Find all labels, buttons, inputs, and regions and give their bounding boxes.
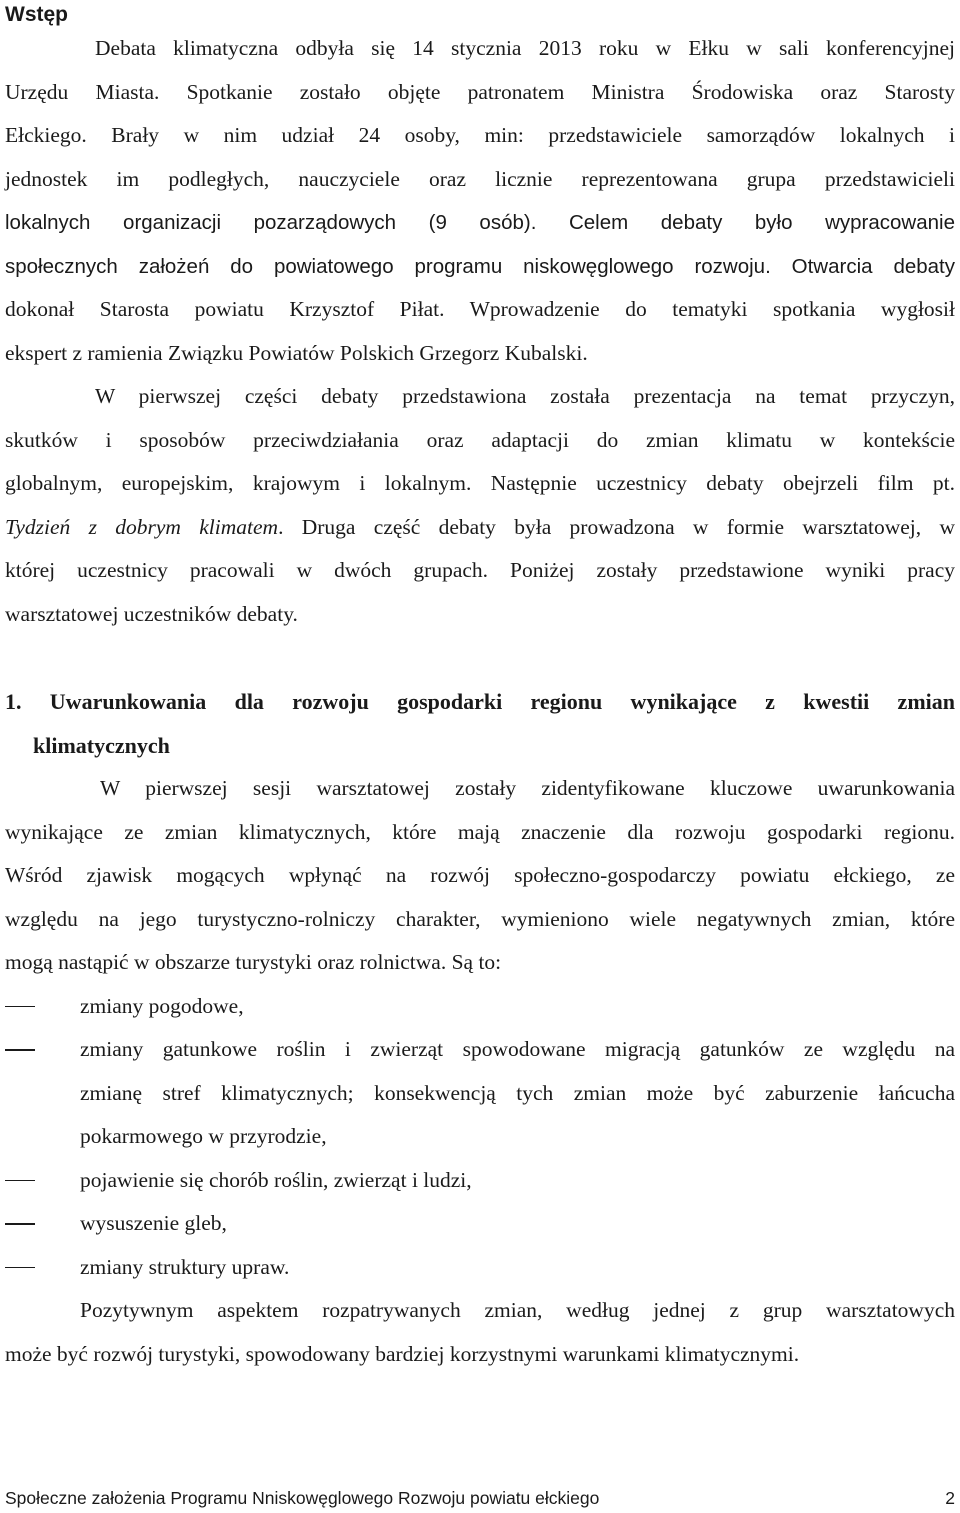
list-item [5, 1028, 955, 1159]
section1-line: mogą nastąpić w obszarze turystyki oraz rolnictwa. Są to: [5, 950, 502, 974]
part1-after-title: . Druga część debaty była prowadzona w formie warsztatowej, w [278, 514, 955, 539]
dash-bullet-icon [5, 1006, 35, 1008]
section1-line: wynikające ze zmian klimatycznych, które mają znaczenie dla rozwoju gospodarki regionu. [5, 819, 955, 844]
part1-line: warsztatowej uczestników debaty. [5, 601, 298, 626]
list-item [5, 985, 955, 1029]
list-item [5, 1202, 955, 1246]
dash-bullet-icon [5, 1267, 35, 1269]
intro-line: ekspert z ramienia Związku Powiatów Polskich Grzegorz Kubalski. [5, 340, 588, 365]
intro-line: jednostek im podległych, nauczyciele oraz licznie reprezentowana grupa przedstawicieli [5, 166, 955, 191]
closing-paragraph [5, 1289, 955, 1376]
dash-bullet-icon [5, 1223, 35, 1225]
footer-title: Społeczne założenia Programu Nniskowęglowego Rozwoju powiatu ełckiego [5, 1488, 600, 1508]
intro-line: lokalnych organizacji pozarządowych (9 osób). Celem debaty było wypracowanie [5, 211, 955, 234]
intro-paragraph [5, 27, 955, 375]
section1-line: W pierwszej sesji warsztatowej zostały zidentyfikowane kluczowe uwarunkowania [100, 776, 955, 800]
effects-list [5, 985, 955, 1290]
intro-line: dokonał Starosta powiatu Krzysztof Piłat. Wprowadzenie do tematyki spotkania wygłosił [5, 297, 955, 321]
section-title-line: 1. Uwarunkowania dla rozwoju gospodarki regionu wynikające z kwestii zmian [5, 689, 955, 714]
part1-line: globalnym, europejskim, krajowym i lokalnym. Następnie uczestnicy debaty obejrzeli film pt. [5, 471, 955, 495]
list-item-line: zmiany struktury upraw. [80, 1254, 290, 1279]
closing-line: może być rozwój turystyki, spowodowany bardziej korzystnymi warunkami klimatycznymi. [5, 1341, 800, 1366]
closing-line: Pozytywnym aspektem rozpatrywanych zmian, według jednej z grup warsztatowych [80, 1298, 955, 1322]
list-item-line: zmiany gatunkowe roślin i zwierząt spowodowane migracją gatunków ze względu na [80, 1037, 955, 1061]
section1-line: względu na jego turystyczno-rolniczy charakter, wymieniono wiele negatywnych zmian, które [5, 906, 955, 931]
film-title: Tydzień z dobrym klimatem [5, 514, 279, 539]
list-item-line: pojawienie się chorób roślin, zwierząt i ludzi, [80, 1167, 472, 1192]
part1-line: której uczestnicy pracowali w dwóch grupach. Poniżej zostały przedstawione wyniki pracy [5, 558, 955, 582]
part1-line: skutków i sposobów przeciwdziałania oraz adaptacji do zmian klimatu w kontekście [5, 427, 955, 452]
section-1-paragraph [5, 767, 955, 985]
heading-wstep: Wstęp [5, 3, 68, 26]
section-gap [5, 636, 955, 680]
document-page [5, 0, 955, 1376]
section1-line: Wśród zjawisk mogących wpłynąć na rozwój społeczno-gospodarczy powiatu ełckiego, ze [5, 863, 955, 887]
intro-line: Urzędu Miasta. Spotkanie zostało objęte patronatem Ministra Środowiska oraz Starosty [5, 79, 955, 104]
section-1-title [5, 680, 955, 767]
list-item [5, 1246, 955, 1290]
list-item-line: wysuszenie gleb, [80, 1211, 227, 1235]
list-item-line: pokarmowego w przyrodzie, [80, 1124, 327, 1148]
list-item-line: zmianę stref klimatycznych; konsekwencją tych zmian może być zaburzenie łańcucha [80, 1080, 955, 1105]
intro-line: Debata klimatyczna odbyła się 14 stycznia 2013 roku w Ełku w sali konferencyjnej [95, 36, 955, 60]
intro-line: Ełckiego. Brały w nim udział 24 osoby, min: przedstawiciele samorządów lokalnych i [5, 123, 955, 147]
section-title-line: klimatycznych [33, 732, 170, 758]
list-item-line: zmiany pogodowe, [80, 993, 244, 1018]
part1-paragraph [5, 375, 955, 636]
dash-bullet-icon [5, 1049, 35, 1051]
list-item [5, 1159, 955, 1203]
dash-bullet-icon [5, 1180, 35, 1182]
part1-line-with-title [5, 506, 955, 550]
part1-line: W pierwszej części debaty przedstawiona została prezentacja na temat przyczyn, [95, 384, 955, 408]
intro-line: społecznych założeń do powiatowego programu niskowęglowego rozwoju. Otwarcia debaty [5, 254, 955, 278]
page-number: 2 [945, 1488, 955, 1508]
